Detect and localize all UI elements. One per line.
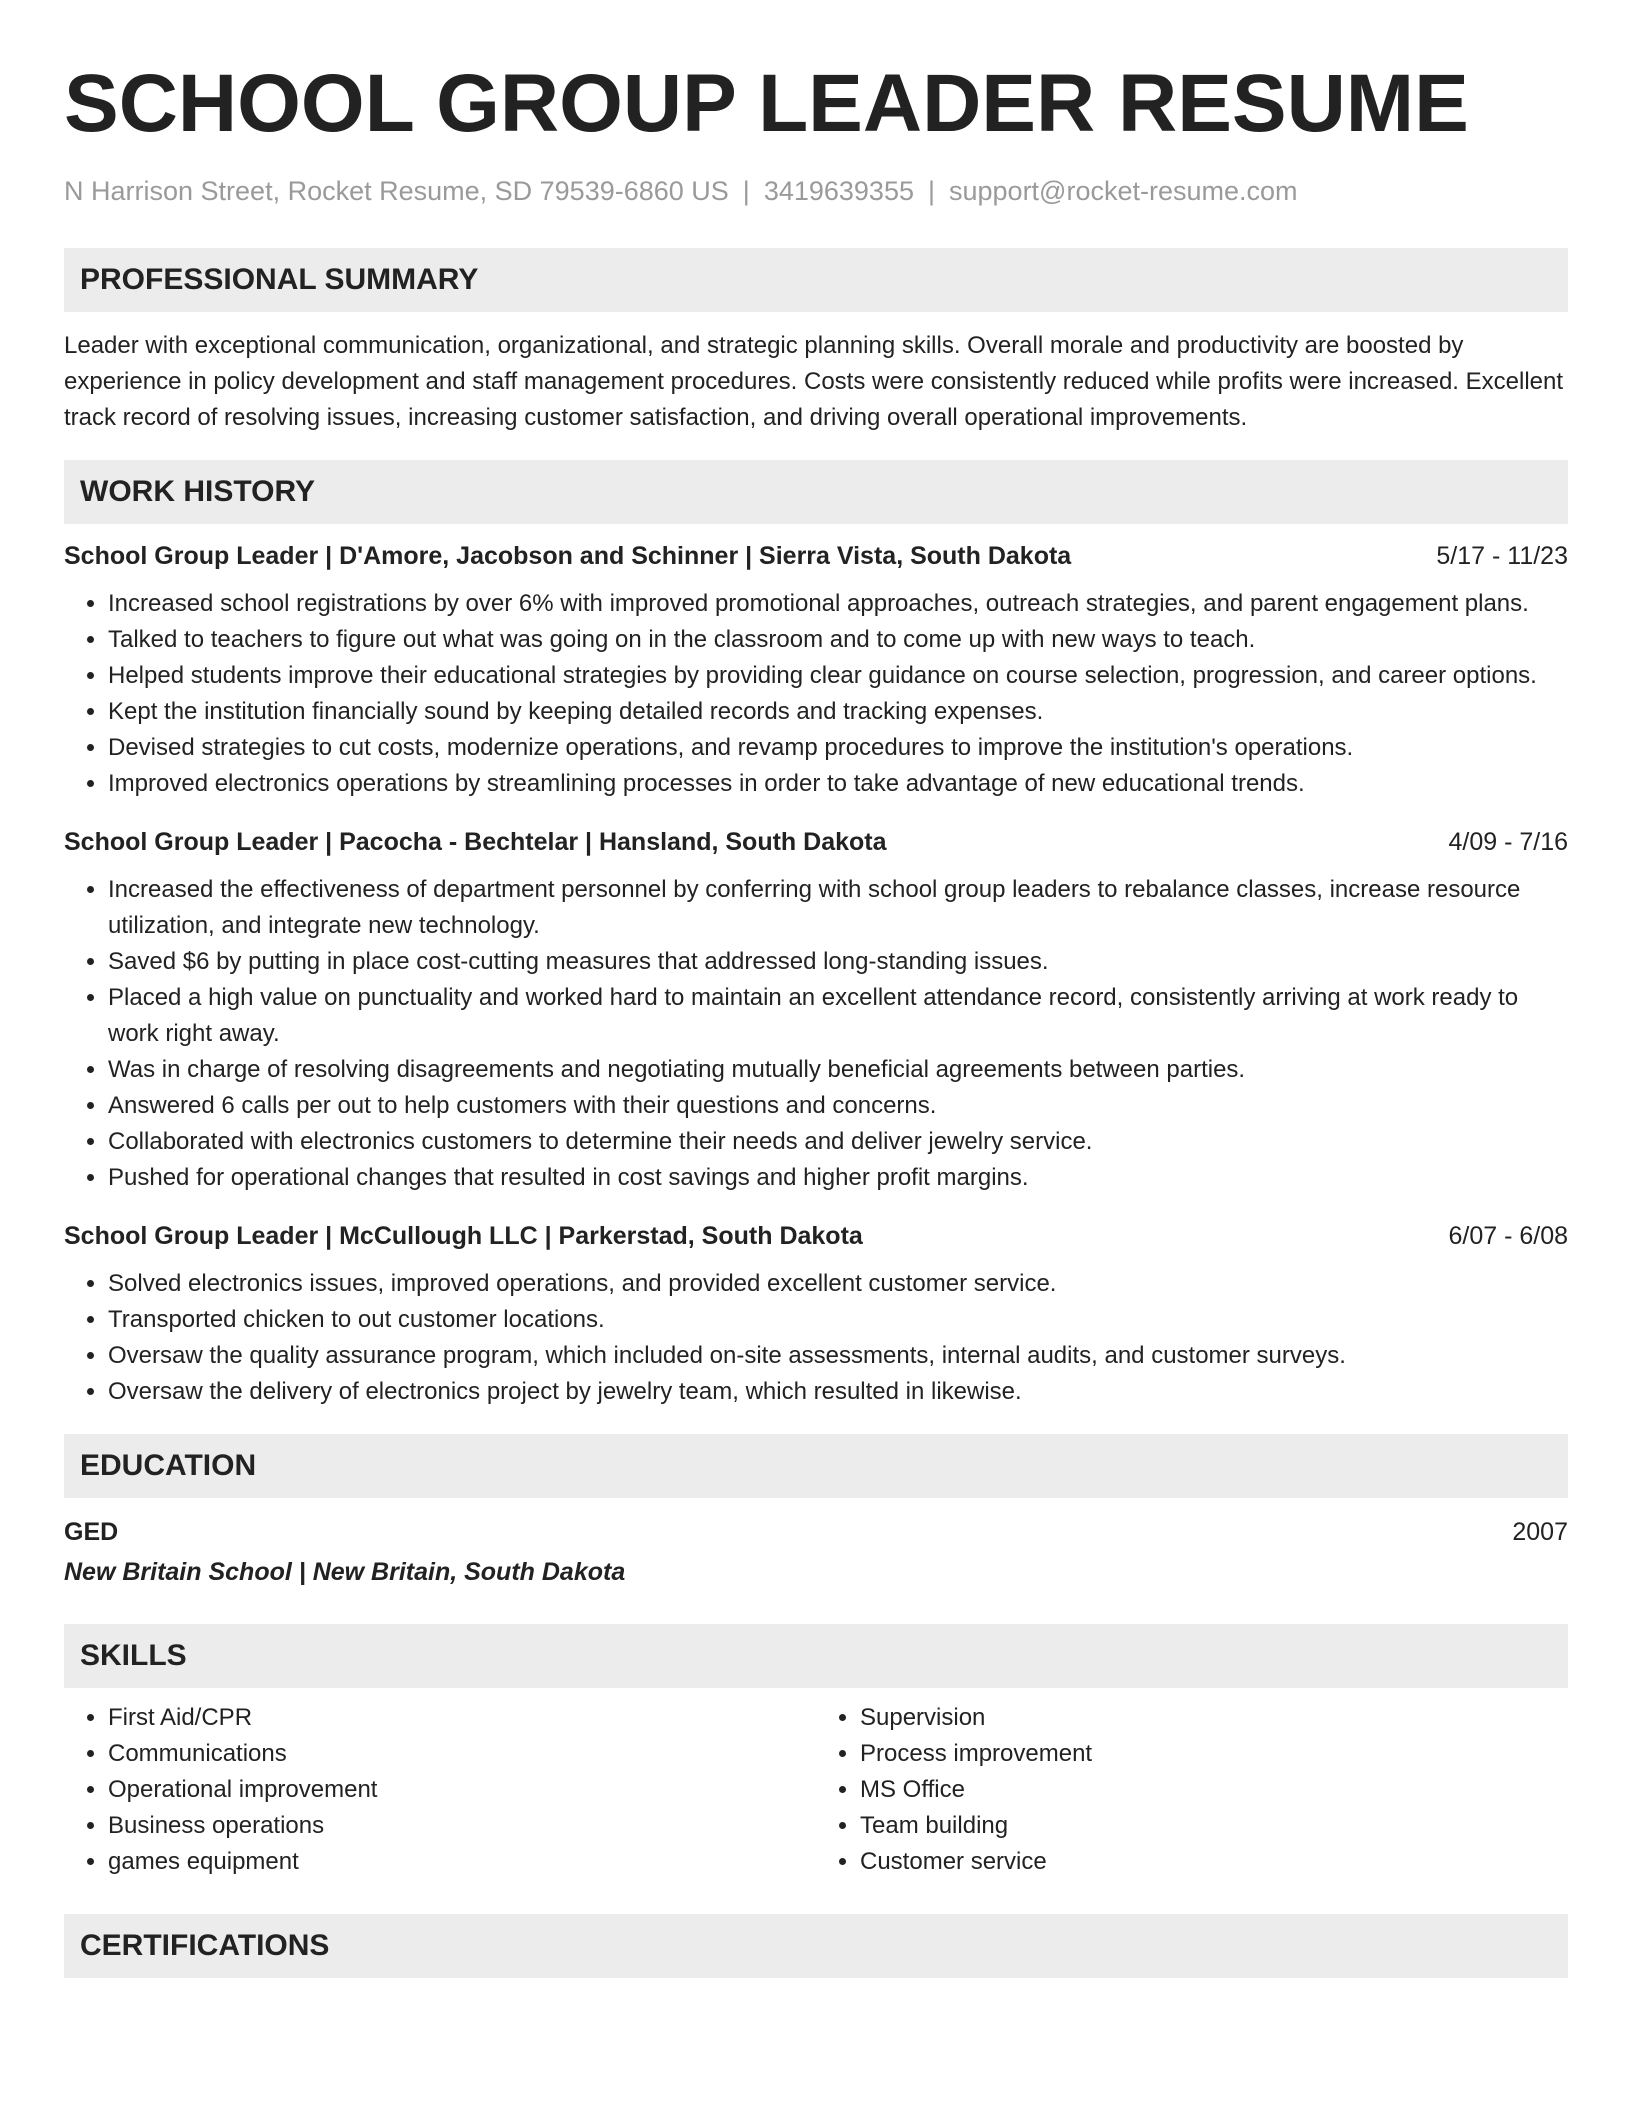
skill-item: • Communications (108, 1736, 816, 1772)
job-entry (64, 538, 1568, 802)
skills-list (64, 1700, 1568, 1880)
skill-item: • Customer service (860, 1844, 1568, 1880)
job-header (64, 1218, 1568, 1254)
job-bullet: • Collaborated with electronics customers to determine their needs and deliver jewelry service. (108, 1124, 1568, 1160)
job-bullet: • Solved electronics issues, improved operations, and provided excellent customer service. (108, 1266, 1568, 1302)
section-header-work-history: WORK HISTORY (64, 460, 1568, 524)
skill-item: • Supervision (860, 1700, 1568, 1736)
section-header-summary: PROFESSIONAL SUMMARY (64, 248, 1568, 312)
education-entry (64, 1514, 1568, 1590)
skill-item: • Business operations (108, 1808, 816, 1844)
contact-separator: | (742, 176, 750, 206)
job-entry (64, 1218, 1568, 1410)
skills-column-left (64, 1700, 816, 1880)
contact-separator: | (927, 176, 935, 206)
job-bullets (64, 586, 1568, 802)
job-bullet: • Kept the institution financially sound by keeping detailed records and tracking expenses. (108, 694, 1568, 730)
job-bullet: • Placed a high value on punctuality and worked hard to maintain an excellent attendance record, consistently arriving at work ready to work right away. (108, 980, 1568, 1052)
skill-item: • Operational improvement (108, 1772, 816, 1808)
job-bullet: • Oversaw the delivery of electronics project by jewelry team, which resulted in likewise. (108, 1374, 1568, 1410)
job-title: School Group Leader | D'Amore, Jacobson and Schinner | Sierra Vista, South Dakota (64, 542, 1072, 570)
job-title: School Group Leader | Pacocha - Bechtelar | Hansland, South Dakota (64, 828, 887, 856)
education-degree: GED (64, 1518, 119, 1546)
job-bullet: • Increased the effectiveness of department personnel by conferring with school group leaders to rebalance classes, increase resource utilization, and integrate new technology. (108, 872, 1568, 944)
job-bullet: • Answered 6 calls per out to help customers with their questions and concerns. (108, 1088, 1568, 1124)
job-bullet: • Increased school registrations by over 6% with improved promotional approaches, outreach strategies, and parent engagement plans. (108, 586, 1568, 622)
job-dates: 5/17 - 11/23 (1436, 542, 1568, 570)
education-year: 2007 (1512, 1518, 1568, 1546)
job-bullet: • Transported chicken to out customer locations. (108, 1302, 1568, 1338)
contact-email: support@rocket-resume.com (949, 176, 1298, 206)
job-bullet: • Helped students improve their educational strategies by providing clear guidance on course selection, progression, and career options. (108, 658, 1568, 694)
section-header-certifications: CERTIFICATIONS (64, 1914, 1568, 1978)
skill-item: • Process improvement (860, 1736, 1568, 1772)
skill-item: • MS Office (860, 1772, 1568, 1808)
skill-item: • Team building (860, 1808, 1568, 1844)
education-school: New Britain School | New Britain, South Dakota (64, 1558, 626, 1586)
job-header (64, 824, 1568, 860)
job-bullet: • Oversaw the quality assurance program, which included on-site assessments, internal audits, and customer surveys. (108, 1338, 1568, 1374)
job-dates: 4/09 - 7/16 (1448, 828, 1568, 856)
skill-item: • First Aid/CPR (108, 1700, 816, 1736)
job-header (64, 538, 1568, 574)
summary-text: Leader with exceptional communication, organizational, and strategic planning skills. Overall morale and productivity are boosted by experience in policy development and staff management procedures. Costs were consistently reduced while profits were increased. Excellent track record of resolving issues, increasing customer satisfaction, and driving overall operational improvements. (64, 332, 1564, 431)
job-dates: 6/07 - 6/08 (1448, 1222, 1568, 1250)
job-bullets (64, 872, 1568, 1196)
skills-column-right (816, 1700, 1568, 1880)
job-bullet: • Improved electronics operations by streamlining processes in order to take advantage of new educational trends. (108, 766, 1568, 802)
job-bullets (64, 1266, 1568, 1410)
education-header (64, 1514, 1568, 1550)
job-title: School Group Leader | McCullough LLC | Parkerstad, South Dakota (64, 1222, 863, 1250)
contact-line (64, 174, 1568, 208)
contact-phone: 3419639355 (763, 176, 914, 206)
job-entry (64, 824, 1568, 1196)
job-bullet: • Was in charge of resolving disagreements and negotiating mutually beneficial agreements between parties. (108, 1052, 1568, 1088)
job-bullet: • Pushed for operational changes that resulted in cost savings and higher profit margins. (108, 1160, 1568, 1196)
section-header-education: EDUCATION (64, 1434, 1568, 1498)
section-header-skills: SKILLS (64, 1624, 1568, 1688)
job-bullet: • Saved $6 by putting in place cost-cutting measures that addressed long-standing issues. (108, 944, 1568, 980)
job-bullet: • Talked to teachers to figure out what was going on in the classroom and to come up with new ways to teach. (108, 622, 1568, 658)
job-bullet: • Devised strategies to cut costs, modernize operations, and revamp procedures to improve the institution's operations. (108, 730, 1568, 766)
contact-address: N Harrison Street, Rocket Resume, SD 79539-6860 US (64, 176, 729, 206)
resume-title: SCHOOL GROUP LEADER RESUME (64, 58, 1469, 149)
skill-item: • games equipment (108, 1844, 816, 1880)
